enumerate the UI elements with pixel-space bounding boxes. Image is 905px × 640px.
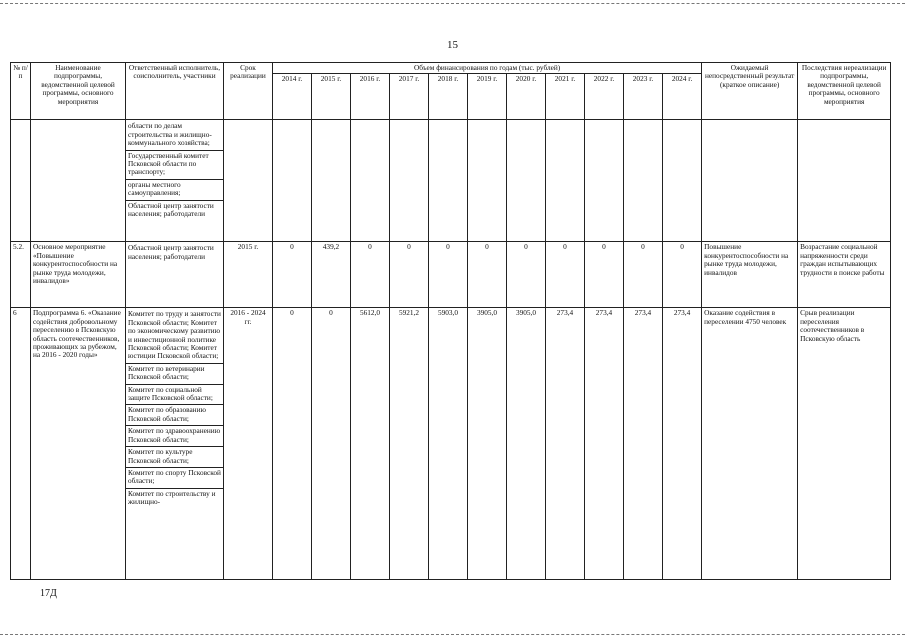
row-executors — [126, 120, 224, 242]
header-num: № п/п — [11, 63, 31, 120]
row-value: 0 — [429, 242, 468, 308]
row-value — [663, 120, 702, 242]
program-table — [10, 62, 891, 580]
row-value: 5612,0 — [351, 308, 390, 580]
row-value — [507, 120, 546, 242]
header-year: 2021 г. — [546, 74, 585, 120]
row-value — [624, 120, 663, 242]
table-row — [11, 242, 891, 308]
row-term — [224, 120, 273, 242]
row-term: 2016 - 2024 гг. — [224, 308, 273, 580]
executor-item: Комитет по здравоохранению Псковской области; — [126, 426, 223, 447]
row-value: 0 — [546, 242, 585, 308]
row-value: 0 — [624, 242, 663, 308]
page-number: 15 — [447, 39, 458, 51]
row-term: 2015 г. — [224, 242, 273, 308]
row-value: 5903,0 — [429, 308, 468, 580]
row-value: 5921,2 — [390, 308, 429, 580]
header-year: 2023 г. — [624, 74, 663, 120]
header-year: 2015 г. — [312, 74, 351, 120]
header-term: Срок реализации — [224, 63, 273, 120]
row-value: 0 — [468, 242, 507, 308]
header-result: Ожидаемый непосредственный результат (краткое описание) — [702, 63, 798, 120]
row-value: 0 — [390, 242, 429, 308]
row-num: 5.2. — [11, 242, 31, 308]
row-name — [31, 120, 126, 242]
table-row — [11, 120, 891, 242]
executor-item: Государственный комитет Псковской области по транспорту; — [126, 151, 223, 180]
row-value — [429, 120, 468, 242]
header-year: 2014 г. — [273, 74, 312, 120]
row-value: 0 — [273, 308, 312, 580]
row-value — [273, 120, 312, 242]
row-value — [390, 120, 429, 242]
row-result: Повышение конкурентоспособности на рынке труда молодежи, инвалидов — [702, 242, 798, 308]
table-row — [11, 308, 891, 580]
row-consequences — [798, 120, 891, 242]
row-executors — [126, 242, 224, 308]
row-executors — [126, 308, 224, 580]
executor-item: Комитет по социальной защите Псковской области; — [126, 385, 223, 406]
footer-code: 17Д — [40, 588, 57, 599]
row-num — [11, 120, 31, 242]
header-executor: Ответственный исполнитель, соисполнитель, участники — [126, 63, 224, 120]
executor-item: Областной центр занятости населения; работодатели — [128, 200, 214, 219]
header-year: 2024 г. — [663, 74, 702, 120]
executor-item: Комитет по ветеринарии Псковской области; — [126, 364, 223, 385]
row-value: 0 — [507, 242, 546, 308]
row-value: 0 — [585, 242, 624, 308]
row-value: 273,4 — [585, 308, 624, 580]
header-year: 2016 г. — [351, 74, 390, 120]
row-num: 6 — [11, 308, 31, 580]
scan-edge-bottom — [0, 634, 905, 635]
header-year: 2020 г. — [507, 74, 546, 120]
header-year: 2019 г. — [468, 74, 507, 120]
row-value: 0 — [312, 308, 351, 580]
row-value — [312, 120, 351, 242]
scan-edge-top — [0, 3, 905, 4]
header-consequences: Последствия нереализации подпрограммы, ведомственной целевой программы, основного мероприятия — [798, 63, 891, 120]
executor-item: Комитет по труду и занятости Псковской области; Комитет по экономическому развитию и инвестиционной политике Псковской области; Комитет юстиции Псковской области; — [126, 309, 223, 363]
row-name: Подпрограмма 6. «Оказание содействия добровольному переселению в Псковскую область соотечественников, проживающих за рубежом, на 2016 - 2020 годы» — [31, 308, 126, 580]
header-year: 2018 г. — [429, 74, 468, 120]
header-year: 2022 г. — [585, 74, 624, 120]
row-consequences: Срыв реализации переселения соотечественников в Псковскую область — [798, 308, 891, 580]
row-value: 0 — [351, 242, 390, 308]
row-value: 439,2 — [312, 242, 351, 308]
row-value — [546, 120, 585, 242]
header-name: Наименование подпрограммы, ведомственной целевой программы, основного мероприятия — [31, 63, 126, 120]
row-value — [351, 120, 390, 242]
header-funding: Объем финансирования по годам (тыс. рублей) — [273, 63, 702, 74]
executor-item: Комитет по строительству и жилищно- — [128, 488, 216, 507]
row-value — [585, 120, 624, 242]
row-value: 273,4 — [663, 308, 702, 580]
row-value: 0 — [663, 242, 702, 308]
row-value: 273,4 — [546, 308, 585, 580]
row-result: Оказание содействия в переселении 4750 человек — [702, 308, 798, 580]
executor-item: области по делам строительства и жилищно-коммунального хозяйства; — [126, 121, 223, 150]
row-name: Основное мероприятие «Повышение конкурентоспособности на рынке труда молодежи, инвалидов» — [31, 242, 126, 308]
row-value: 3905,0 — [507, 308, 546, 580]
executor-item: Комитет по образованию Псковской области; — [126, 405, 223, 426]
executor-item: Комитет по спорту Псковской области; — [126, 468, 223, 489]
row-value — [468, 120, 507, 242]
executor-item: органы местного самоуправления; — [126, 180, 223, 201]
row-value: 3905,0 — [468, 308, 507, 580]
executor-item: Областной центр занятости населения; работодатели — [128, 243, 214, 261]
row-consequences: Возрастание социальной напряженности среди граждан испытывающих трудности в поиске работы — [798, 242, 891, 308]
header-year: 2017 г. — [390, 74, 429, 120]
row-value: 273,4 — [624, 308, 663, 580]
row-value: 0 — [273, 242, 312, 308]
row-result — [702, 120, 798, 242]
executor-item: Комитет по культуре Псковской области; — [126, 447, 223, 468]
